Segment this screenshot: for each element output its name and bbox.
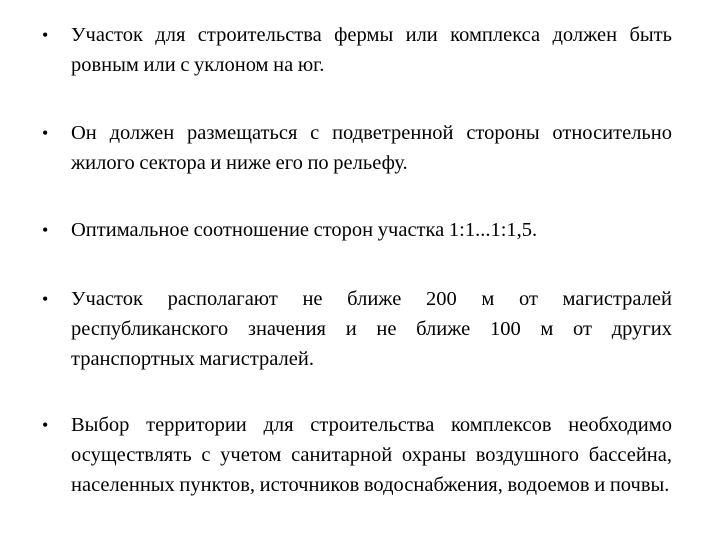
bullet-icon: • — [42, 123, 49, 143]
bullet-text: Участок располагают не ближе 200 м от магистралей республиканского значения и не ближе 100 м от других транспортных магистралей. — [71, 288, 672, 370]
bullet-text: Участок для строительства фермы или комплекса должен быть ровным или с уклоном на юг. — [71, 24, 672, 76]
bullet-icon: • — [42, 220, 49, 240]
bullet-icon: • — [42, 289, 49, 309]
bullet-icon: • — [42, 415, 49, 435]
bullet-text: Выбор территории для строительства комплексов необходимо осуществлять с учетом санитарной охраны воздушного бассейна, населенных пунктов, источников водоснабжения, водоемов и почвы. — [71, 414, 672, 496]
bullet-icon: • — [42, 25, 49, 45]
bullet-text: Оптимальное соотношение сторон участка 1:1...1:1,5. — [71, 219, 538, 241]
bullet-text: Он должен размещаться с подветренной стороны относительно жилого сектора и ниже его по рельефу. — [71, 122, 672, 174]
